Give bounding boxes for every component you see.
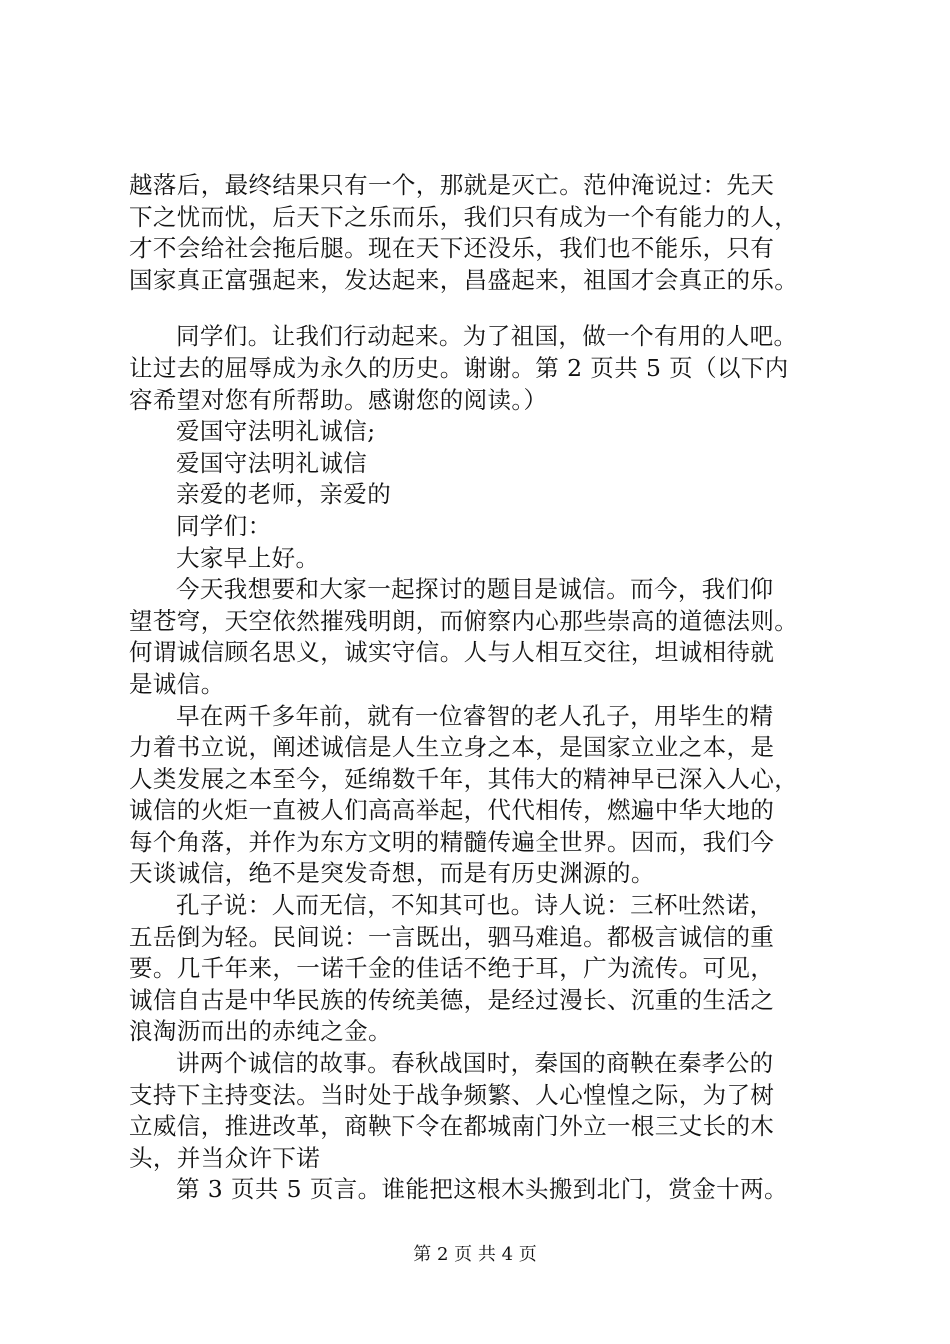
text-line: 天谈诚信，绝不是突发奇想，而是有历史渊源的。 bbox=[129, 859, 655, 888]
paragraph-5 bbox=[129, 890, 849, 1048]
text-line: 立威信，推进改革，商鞅下令在都城南门外立一根三丈长的木 bbox=[129, 1112, 775, 1141]
text-line: 讲两个诚信的故事。春秋战国时，秦国的商鞅在秦孝公的 bbox=[176, 1049, 774, 1078]
text-line: 下之忧而忧，后天下之乐而乐，我们只有成为一个有能力的人， bbox=[129, 202, 799, 231]
text-line: 孔子说：人而无信，不知其可也。诗人说：三杯吐然诺， bbox=[176, 891, 774, 920]
text-line: 国家真正富强起来，发达起来，昌盛起来，祖国才会真正的乐。 bbox=[129, 265, 799, 294]
text-line: 望苍穹，天空依然摧残明朗，而俯察内心那些崇高的道德法则。 bbox=[129, 606, 799, 635]
text-line: 今天我想要和大家一起探讨的题目是诚信。而今，我们仰 bbox=[176, 575, 774, 604]
salutation-line: 亲爱的老师，亲爱的 bbox=[176, 480, 392, 509]
text-line: 要。几千年来，一诺千金的佳话不绝于耳，广为流传。可见， bbox=[129, 954, 775, 983]
text-line: 人类发展之本至今，延绵数千年，其伟大的精神早已深入人心， bbox=[129, 764, 799, 793]
text-line: 诚信自古是中华民族的传统美德，是经过漫长、沉重的生活之 bbox=[129, 985, 775, 1014]
text-line: 每个角落，并作为东方文明的精髓传遍全世界。因而，我们今 bbox=[129, 827, 775, 856]
text-line: 何谓诚信顾名思义，诚实守信。人与人相互交往，坦诚相待就 bbox=[129, 638, 775, 667]
text-line: 容希望对您有所帮助。感谢您的阅读。） bbox=[129, 385, 548, 414]
document-body bbox=[129, 170, 849, 1206]
text-line: 支持下主持变法。当时处于战争频繁、人心惶惶之际，为了树 bbox=[129, 1080, 775, 1109]
text-line: 才不会给社会拖后腿。现在天下还没乐，我们也不能乐，只有 bbox=[129, 234, 775, 263]
text-line: 力着书立说，阐述诚信是人生立身之本，是国家立业之本，是 bbox=[129, 733, 775, 762]
text-line: 头，并当众许下诺 bbox=[129, 1143, 321, 1172]
text-line: 诚信的火炬一直被人们高高举起，代代相传，燃遍中华大地的 bbox=[129, 796, 775, 825]
paragraph-6 bbox=[129, 1048, 849, 1174]
text-line: 浪淘沥而出的赤纯之金。 bbox=[129, 1017, 392, 1046]
paragraph-gap bbox=[129, 296, 849, 321]
paragraph-3 bbox=[129, 574, 849, 700]
heading-line: 爱国守法明礼诚信; bbox=[176, 417, 376, 446]
paragraph-4 bbox=[129, 701, 849, 891]
text-line: 第 3 页共 5 页言。谁能把这根木头搬到北门，赏金十两。 bbox=[176, 1175, 788, 1204]
paragraph-2 bbox=[129, 321, 849, 416]
text-line: 同学们。让我们行动起来。为了祖国，做一个有用的人吧。 bbox=[176, 322, 798, 351]
salutation-line: 同学们： bbox=[176, 511, 272, 540]
paragraph-1 bbox=[129, 170, 849, 296]
text-line: 五岳倒为轻。民间说：一言既出，驷马难追。都极言诚信的重 bbox=[129, 922, 775, 951]
heading-line: 爱国守法明礼诚信 bbox=[176, 448, 368, 477]
greeting-line: 大家早上好。 bbox=[176, 543, 320, 572]
text-line: 越落后，最终结果只有一个，那就是灭亡。范仲淹说过：先天 bbox=[129, 171, 775, 199]
page-footer: 第 2 页 共 4 页 bbox=[413, 1244, 537, 1265]
text-line: 是诚信。 bbox=[129, 669, 225, 698]
text-line: 早在两千多年前，就有一位睿智的老人孔子，用毕生的精 bbox=[176, 701, 774, 730]
text-line: 让过去的屈辱成为永久的历史。谢谢。第 2 页共 5 页（以下内 bbox=[129, 353, 789, 382]
